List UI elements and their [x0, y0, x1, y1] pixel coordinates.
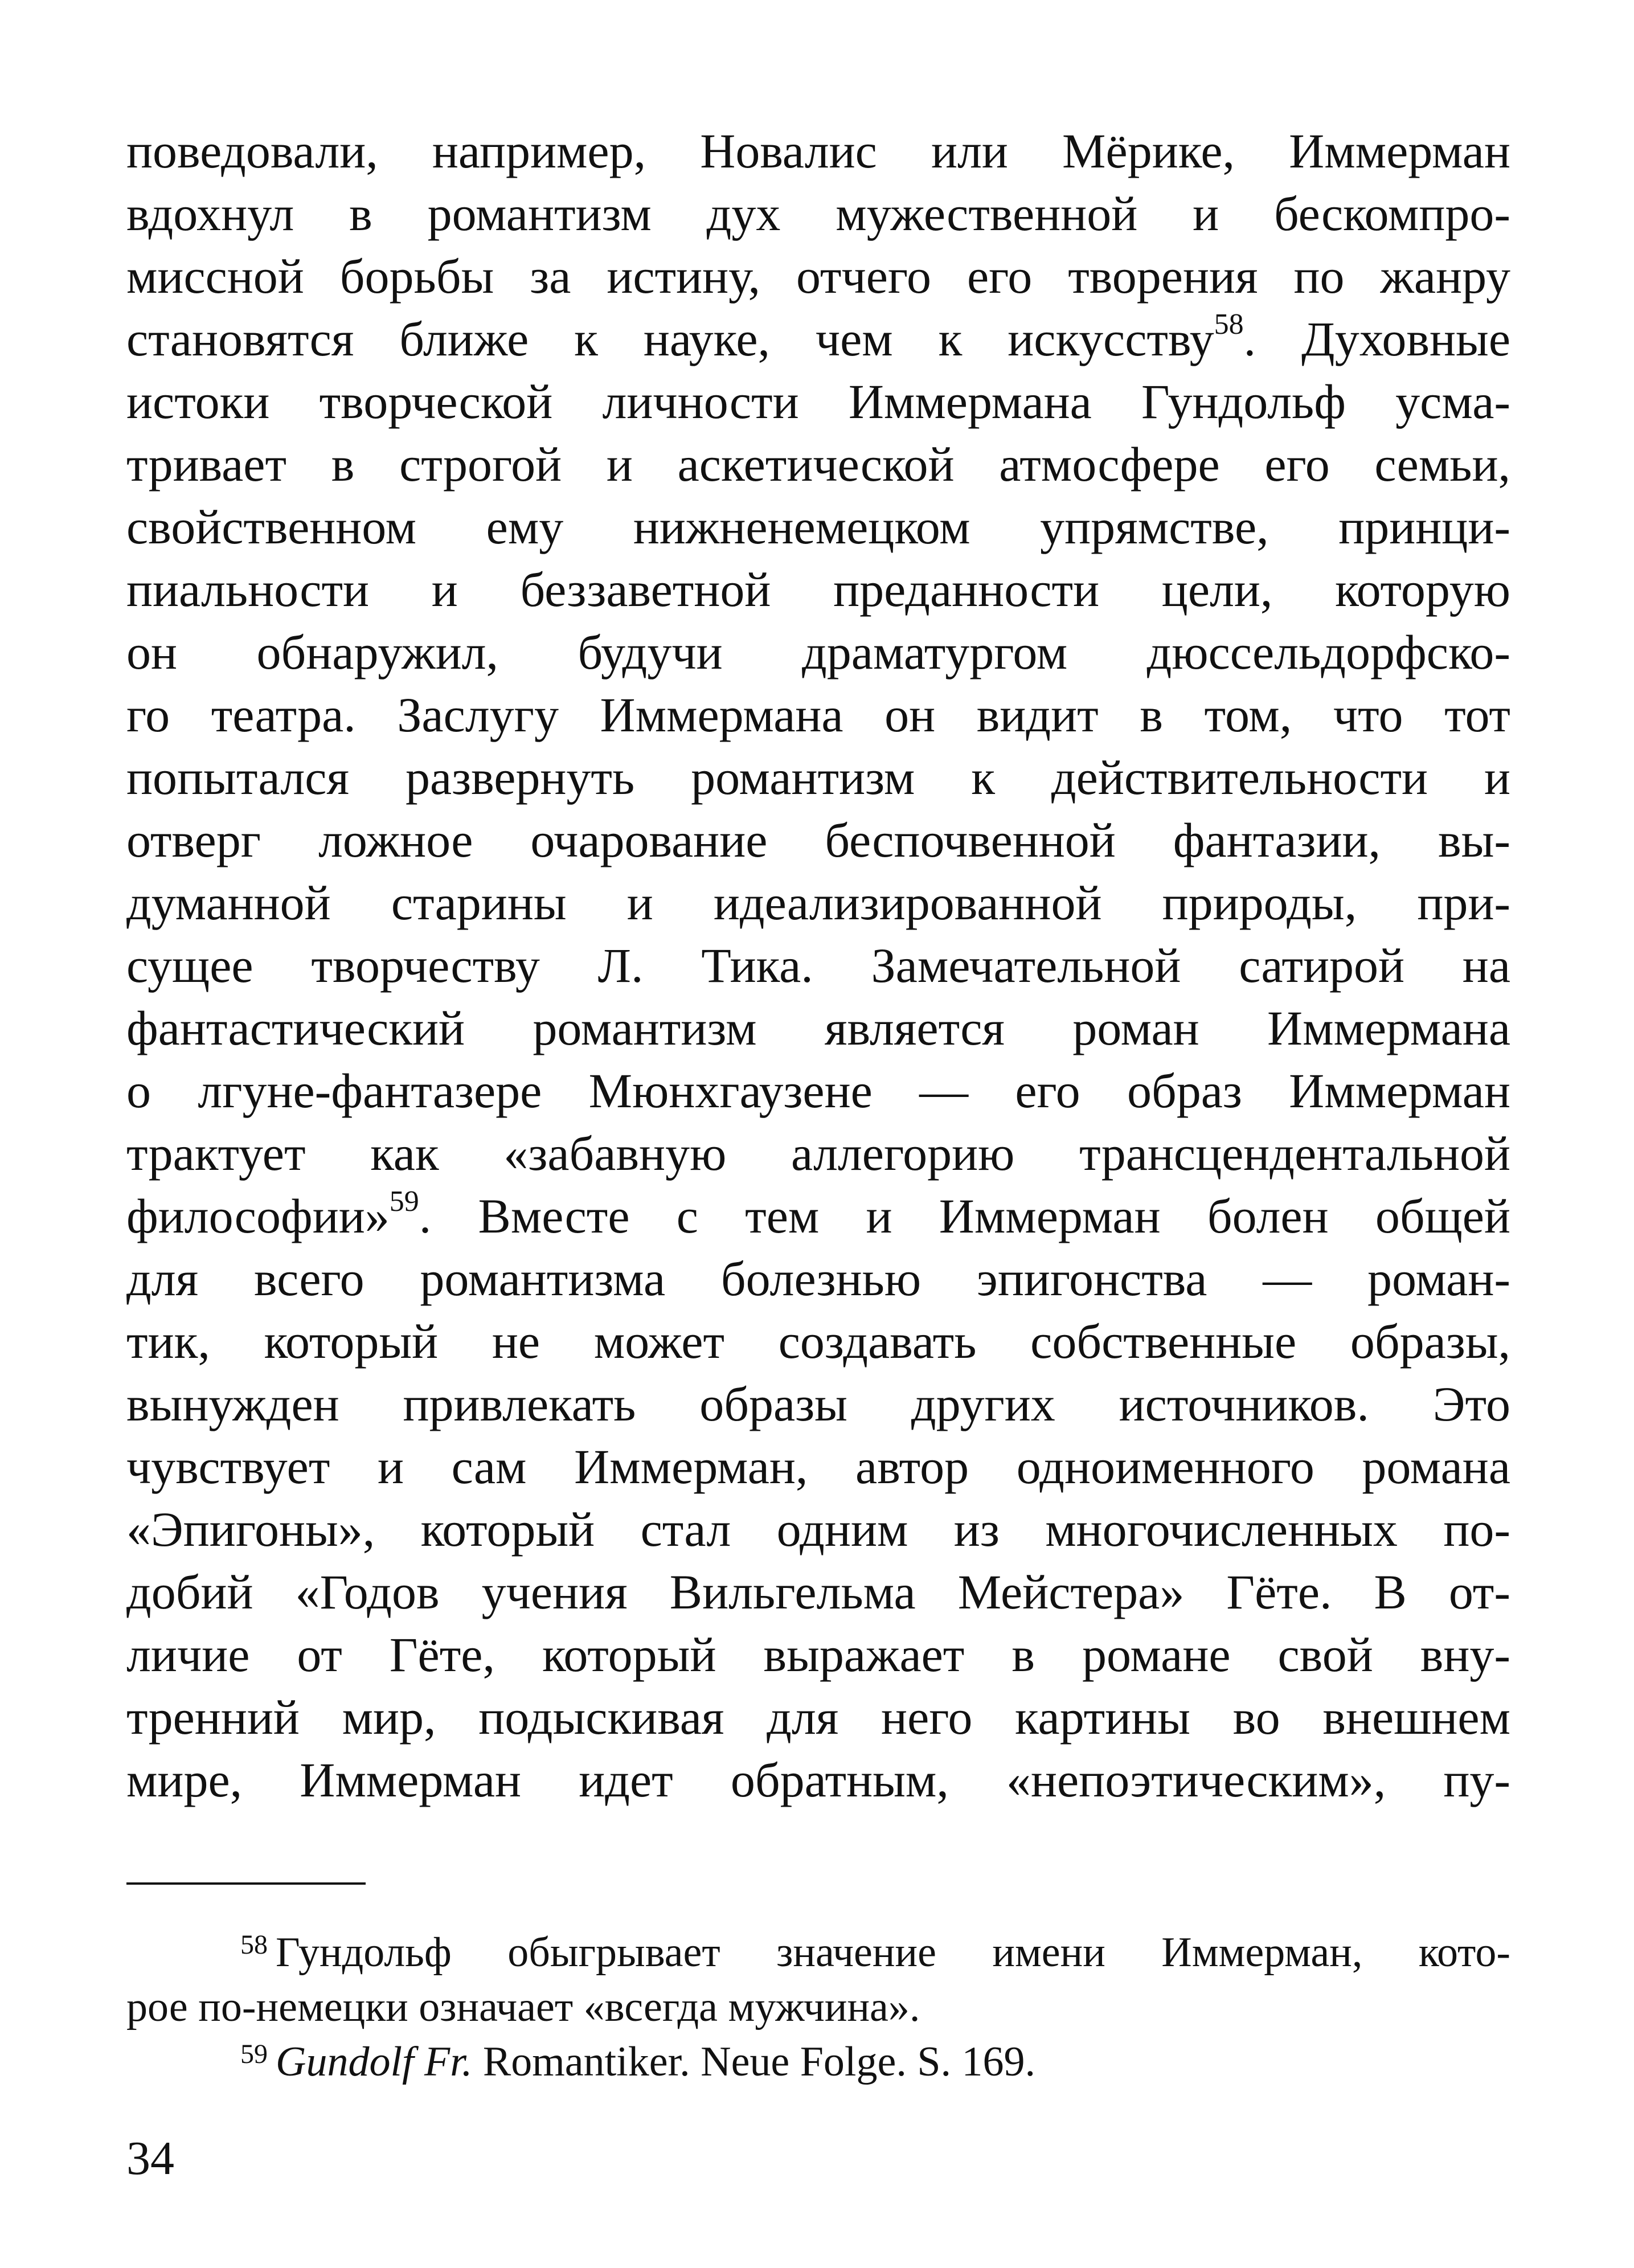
text-line: сущее творчеству Л. Тика. Замечательной сатирой на — [126, 938, 1510, 993]
text-line: миссной борьбы за истину, отчего его творения по жанру — [126, 249, 1510, 304]
text-line: тик, который не может создавать собственные образы, — [126, 1314, 1510, 1369]
text-segment: становятся ближе к науке, чем к искусству — [126, 312, 1214, 366]
text-line: фантастический романтизм является роман Иммермана — [126, 1001, 1510, 1055]
footnote-text: Romantiker. Neue Folge. S. 169. — [472, 2038, 1035, 2085]
text-line: добий «Годов учения Вильгельма Мейстера» Гёте. В от- — [126, 1565, 1510, 1619]
text-line: «Эпигоны», который стал одним из многочисленных по- — [126, 1502, 1510, 1557]
footnotes — [126, 1925, 1510, 2089]
footnote-58 — [126, 1925, 1510, 1980]
footnote-text: Гундольф обыгрывает значение имени Иммерман, кото- — [276, 1929, 1510, 1976]
footnote-58-cont: рое по-немецки означает «всегда мужчина». — [126, 1984, 920, 2030]
footnote-ref-59: 59 — [389, 1185, 419, 1218]
footnote-number: 58 — [240, 1930, 268, 1960]
text-line: думанной старины и идеализированной природы, при- — [126, 875, 1510, 930]
footnote-59 — [126, 2034, 1510, 2089]
text-line: вдохнул в романтизм дух мужественной и бескомпро- — [126, 186, 1510, 241]
main-text — [126, 120, 1510, 1811]
page-number: 34 — [126, 2132, 174, 2185]
text-line: поведовали, например, Новалис или Мёрике, Иммерман — [126, 124, 1510, 178]
text-line: истоки творческой личности Иммермана Гундольф усма- — [126, 374, 1510, 429]
text-line — [126, 1185, 1510, 1247]
text-line: для всего романтизма болезнью эпигонства — роман- — [126, 1251, 1510, 1306]
text-line: тренний мир, подыскивая для него картины во внешнем — [126, 1690, 1510, 1745]
text-line: личие от Гёте, который выражает в романе свой вну- — [126, 1627, 1510, 1682]
text-line: тривает в строгой и аскетической атмосфере его семьи, — [126, 437, 1510, 492]
text-line: вынужден привлекать образы других источников. Это — [126, 1377, 1510, 1431]
text-segment: . Вместе с тем и Иммерман болен общей — [419, 1189, 1510, 1243]
text-line: трактует как «забавную аллегорию трансцендентальной — [126, 1126, 1510, 1181]
footnote-separator — [126, 1882, 366, 1885]
text-line: о лгуне-фантазере Мюнхгаузене — его образ Иммерман — [126, 1063, 1510, 1118]
text-segment: философии» — [126, 1189, 390, 1243]
text-line: пиальности и беззаветной преданности цели, которую — [126, 562, 1510, 617]
text-line: свойственном ему нижненемецком упрямстве, принци- — [126, 500, 1510, 554]
text-line: чувствует и сам Иммерман, автор одноименного романа — [126, 1439, 1510, 1494]
text-line — [126, 308, 1510, 370]
text-line: мире, Иммерман идет обратным, «непоэтическим», пу- — [126, 1753, 1510, 1807]
text-line: попытался развернуть романтизм к действительности и — [126, 750, 1510, 805]
text-line: отверг ложное очарование беспочвенной фантазии, вы- — [126, 813, 1510, 867]
text-line: он обнаружил, будучи драматургом дюссельдорфско- — [126, 625, 1510, 679]
footnote-author: Gundolf Fr. — [276, 2038, 473, 2085]
footnote-ref-58: 58 — [1214, 308, 1244, 341]
footnote-number: 59 — [240, 2039, 268, 2069]
text-segment: . Духовные — [1243, 312, 1510, 366]
text-line: го театра. Заслугу Иммермана он видит в том, что тот — [126, 687, 1510, 742]
